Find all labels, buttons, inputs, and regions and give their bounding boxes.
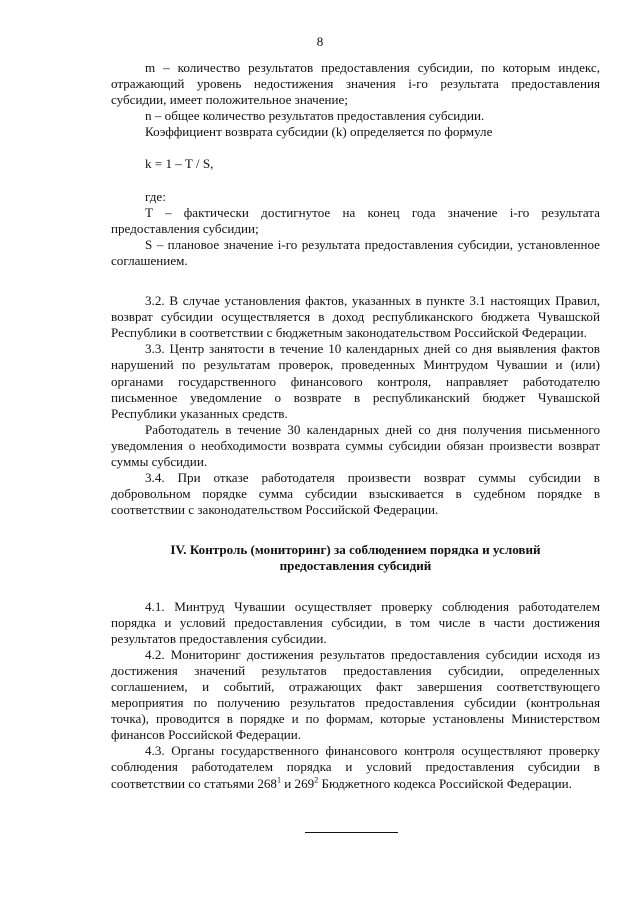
paragraph-3-3: 3.3. Центр занятости в течение 10 календарных дней со дня выявления фактов нарушений по результатам проверок, проведенных Минтрудом Чувашии и (или) органами государственного финансового контроля, направляет работодателю письменное уведомление о возврате в республиканский бюджет Чувашской Республики указанных средств. bbox=[111, 341, 600, 421]
paragraph-4-2: 4.2. Мониторинг достижения результатов предоставления субсидии исходя из достижения значений результатов предоставления субсидии, определенных соглашением, и событий, отражающих факт завершения соответствующего мероприятия по получению результатов предоставления субсидии (контрольная точка), проводится в порядке и по формам, которые установлены Министерством финансов Российской Федерации. bbox=[111, 646, 600, 743]
paragraph-m-definition: m – количество результатов предоставления субсидии, по которым индекс, отражающий уровень недостижения значения i-го результата предоставления субсидии, имеет положительное значение; bbox=[111, 60, 600, 108]
paragraph-4-1: 4.1. Минтруд Чувашии осуществляет проверку соблюдения работодателем порядка и условий предоставления субсидии, в том числе в части достижения результатов предоставления субсидии. bbox=[111, 598, 600, 646]
superscript-2: 2 bbox=[314, 775, 319, 785]
section-heading-line1: IV. Контроль (мониторинг) за соблюдением порядка и условий bbox=[170, 542, 541, 558]
paragraph-n-definition: n – общее количество результатов предоставления субсидии. bbox=[145, 108, 485, 124]
definition-t: T – фактически достигнутое на конец года значение i-го результата предоставления субсидии; bbox=[111, 204, 600, 236]
paragraph-4-3-text-before: 4.3. Органы государственного финансового контроля осуществляют проверку соблюдения работодателем порядка и условий предоставления субсидии в соответствии со статьями 268 bbox=[111, 743, 600, 791]
formula: k = 1 – T / S, bbox=[145, 156, 214, 172]
superscript-1: 1 bbox=[276, 775, 281, 785]
where-label: где: bbox=[145, 188, 166, 204]
paragraph-4-3-text-after: Бюджетного кодекса Российской Федерации. bbox=[318, 775, 572, 791]
section-heading-line2: предоставления субсидий bbox=[279, 558, 432, 574]
paragraph-3-2: 3.2. В случае установления фактов, указанных в пункте 3.1 настоящих Правил, возврат субсидии осуществляется в доход республиканского бюджета Чувашской Республики в соответствии с бюджетным законодательством Российской Федерации. bbox=[111, 293, 600, 341]
paragraph-3-3-employer: Работодатель в течение 30 календарных дней со дня получения письменного уведомления о необходимости возврата суммы субсидии обязан произвести возврат суммы субсидии. bbox=[111, 421, 600, 469]
footer-rule bbox=[305, 832, 398, 833]
page-number: 8 bbox=[316, 34, 324, 49]
definition-s: S – плановое значение i-го результата предоставления субсидии, установленное соглашением. bbox=[111, 236, 600, 268]
document-body bbox=[111, 60, 600, 792]
paragraph-4-3-text-middle: и 269 bbox=[280, 775, 315, 791]
paragraph-4-3 bbox=[111, 743, 600, 791]
section-heading-iv bbox=[111, 542, 600, 574]
paragraph-coefficient-intro: Коэффициент возврата субсидии (k) определяется по формуле bbox=[145, 124, 493, 140]
paragraph-3-4: 3.4. При отказе работодателя произвести возврат суммы субсидии в добровольном порядке сумма субсидии взыскивается в судебном порядке в соответствии с законодательством Российской Федерации. bbox=[111, 470, 600, 518]
